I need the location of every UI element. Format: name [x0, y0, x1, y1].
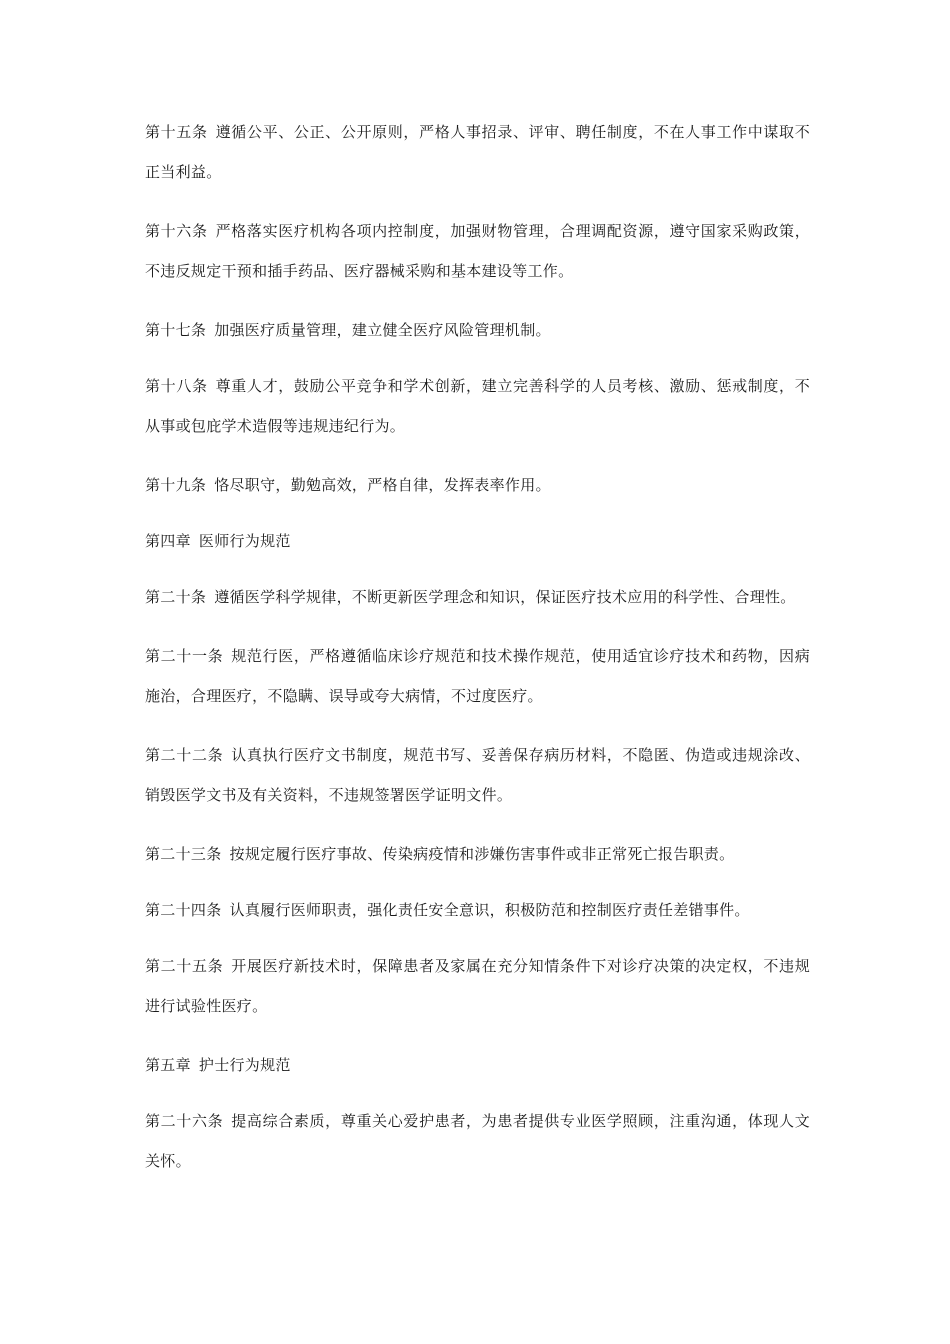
- article-text: 遵循医学科学规律，不断更新医学理念和知识，保证医疗技术应用的科学性、合理性。: [214, 588, 796, 606]
- article-number: 第十五条: [145, 123, 208, 141]
- article-22: [145, 735, 810, 815]
- article-17: [145, 310, 810, 350]
- article-number: 第二十四条: [145, 901, 222, 919]
- article-18: [145, 366, 810, 446]
- article-25: [145, 946, 810, 1026]
- article-19: [145, 465, 810, 505]
- article-number: 第十九条: [145, 476, 207, 494]
- article-number: 第二十二条: [145, 746, 224, 764]
- article-text: 认真履行医师职责，强化责任安全意识，积极防范和控制医疗责任差错事件。: [229, 901, 750, 919]
- chapter-number: 第五章: [145, 1056, 191, 1074]
- article-text: 加强医疗质量管理，建立健全医疗风险管理机制。: [214, 321, 551, 339]
- article-text: 提高综合素质，尊重关心爱护患者，为患者提供专业医学照顾，注重沟通，体现人文关怀。: [145, 1112, 810, 1170]
- chapter-title: 护士行为规范: [198, 1056, 291, 1074]
- chapter-number: 第四章: [145, 532, 191, 550]
- article-16: [145, 211, 810, 291]
- article-number: 第二十三条: [145, 845, 222, 863]
- article-number: 第二十条: [145, 588, 207, 606]
- article-text: 严格落实医疗机构各项内控制度，加强财物管理，合理调配资源，遵守国家采购政策，不违反规定干预和插手药品、医疗器械采购和基本建设等工作。: [145, 222, 810, 280]
- article-number: 第二十五条: [145, 957, 224, 975]
- article-15: [145, 112, 810, 192]
- article-number: 第十八条: [145, 377, 208, 395]
- article-24: [145, 890, 810, 930]
- article-20: [145, 577, 810, 617]
- article-text: 恪尽职守，勤勉高效，严格自律，发挥表率作用。: [214, 476, 551, 494]
- article-23: [145, 834, 810, 874]
- article-number: 第十六条: [145, 222, 208, 240]
- article-text: 尊重人才，鼓励公平竞争和学术创新，建立完善科学的人员考核、激励、惩戒制度，不从事或包庇学术造假等违规违纪行为。: [145, 377, 810, 435]
- chapter-title: 医师行为规范: [198, 532, 291, 550]
- chapter-heading-5: [145, 1045, 810, 1085]
- article-number: 第二十一条: [145, 647, 224, 665]
- article-26: [145, 1101, 810, 1181]
- article-text: 遵循公平、公正、公开原则，严格人事招录、评审、聘任制度，不在人事工作中谋取不正当利益。: [145, 123, 810, 181]
- article-text: 开展医疗新技术时，保障患者及家属在充分知情条件下对诊疗决策的决定权，不违规进行试验性医疗。: [145, 957, 810, 1015]
- article-text: 按规定履行医疗事故、传染病疫情和涉嫌伤害事件或非正常死亡报告职责。: [229, 845, 735, 863]
- article-21: [145, 636, 810, 716]
- article-number: 第二十六条: [145, 1112, 224, 1130]
- article-number: 第十七条: [145, 321, 207, 339]
- document-page: [145, 112, 810, 1200]
- chapter-heading-4: [145, 521, 810, 561]
- article-text: 认真执行医疗文书制度，规范书写、妥善保存病历材料，不隐匿、伪造或违规涂改、销毁医学文书及有关资料，不违规签署医学证明文件。: [145, 746, 810, 804]
- article-text: 规范行医，严格遵循临床诊疗规范和技术操作规范，使用适宜诊疗技术和药物，因病施治，合理医疗，不隐瞒、误导或夸大病情，不过度医疗。: [145, 647, 810, 705]
